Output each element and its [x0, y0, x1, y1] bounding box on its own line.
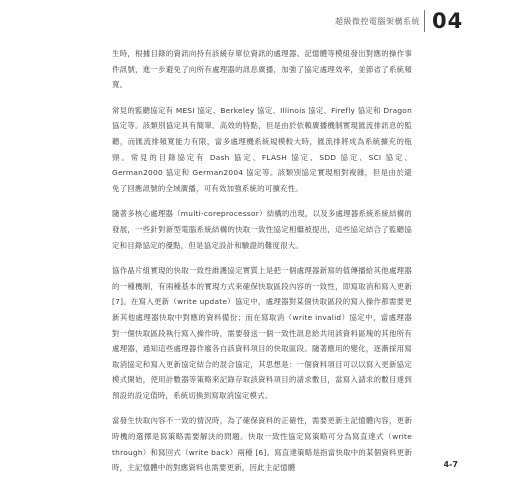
body-text [112, 46, 412, 486]
paragraph-2: 常見的監聽協定有 MESI 協定、Berkeley 協定、Illinois 協定、Firefly 協定和 Dragon 協定等。該類別協定具有簡單、高效的特點，但是由於依賴廣播機制實現匯流排訊息的監聽，而匯流排頻寬能力有限，當多處理機系統規模較大時，匯流排將成為系統擴充的瓶頸。常見的目錄協定有 Dash 協定、FLASH 協定、SDD 協定、SCI 協定、German2000 協定和 German2004 協定等。該類別協定實現相對複雜，但是由於避免了回應訊號的全域廣播，可有效加強系統的可擴充性。 [112, 105, 412, 193]
running-header-title: 超級微控電腦架構系統 [335, 17, 420, 26]
paragraph-5: 當發生快取內容不一致的情況時，為了確保資料的正確性，需要更新主記憶體內容，更新時機的選擇是寫策略需要解決的問題。快取一致性協定寫策略可分為寫直達式（write through）和寫回式（write back）兩種 [6]。寫直達策略是指當快取中的某個資料更新時，主記憶體中的對應資料也需要更新，因此主記憶體 [112, 416, 412, 473]
paragraph-4: 協作晶片組實現的快取一致性維護協定實質上是把一個處理器新寫的值傳播給其他處理器的一種機制，有兩種基本的實現方式來確保快取區段內容的一致性，即寫取消和寫入更新 [7]。在寫入更新（write update）協定中，處理器對某個快取區段的寫入操作都需要更新其他處理器快取中對應的資料備份；而在寫取消（write invalid）協定中，當處理器對一個快取區段執行寫入操作時，需要發送一個一致性訊息給共用該資料區塊的其他所有處理器，通知這些處理器作廢各自該資料項目的快取區段。隨著應用的變化，逐漸採用寫取消協定和寫入更新協定結合的混合協定，其思想是：一個資料項目可以以寫入更新協定模式開始，使用計數器等策略來記錄存取該資料項目的請求數目，當寫入請求的數目達到預設的設定值時，系統切換到寫取消協定模式。 [112, 266, 412, 400]
chapter-number: 04 [432, 9, 464, 33]
header-divider [424, 10, 425, 32]
page-number: 4-7 [443, 460, 458, 469]
paragraph-3: 隨著多核心處理器（multi-coreprocessor）結構的出現，以及多處理器系統系統結構的發展，一些針對新型電腦系統結構的快取一致性協定相繼被提出，這些協定結合了監聽協定和目錄協定的優點，但是協定設計和驗證的難度很大。 [112, 209, 412, 250]
page-header [0, 0, 520, 33]
paragraph-1: 生時，根據目錄的資訊向持有該緩存單位資訊的處理器、記憶體等模組發出對應的操作事件訊號，進一步避免了向所有處理器的訊息廣播，加強了協定處理效率，並節省了系統頻寬。 [112, 49, 412, 90]
